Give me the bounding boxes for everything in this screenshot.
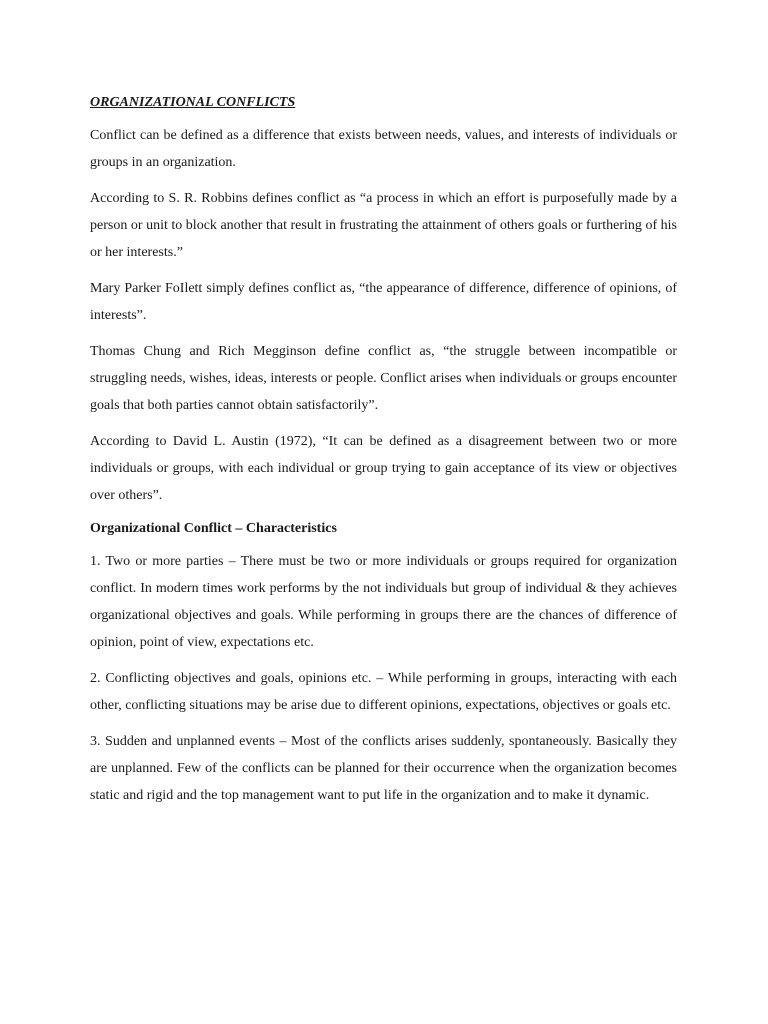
- paragraph-chung-megginson: Thomas Chung and Rich Megginson define conflict as, “the struggle between incompatible or struggling needs, wishes, ideas, interests or people. Conflict arises when individuals or groups encounter goals that both parties cannot obtain satisfactorily”.: [90, 344, 677, 413]
- section-heading: Organizational Conflict – Characteristics: [90, 521, 337, 536]
- document-title: ORGANIZATIONAL CONFLICTS: [90, 95, 296, 110]
- paragraph-follett: Mary Parker FoIlett simply defines conflict as, “the appearance of difference, difference of opinions, of interests”.: [90, 281, 677, 323]
- characteristic-item-1: 1. Two or more parties – There must be two or more individuals or groups required for organization conflict. In modern times work performs by the not individuals but group of individual & they achieves organizational objectives and goals. While performing in groups there are the chances of difference of opinion, point of view, expectations etc.: [90, 554, 677, 650]
- paragraph-definition: Conflict can be defined as a difference that exists between needs, values, and interests of individuals or groups in an organization.: [90, 128, 677, 170]
- paragraph-robbins: According to S. R. Robbins defines conflict as “a process in which an effort is purposefully made by a person or unit to block another that result in frustrating the attainment of others goals or furthering of his or her interests.”: [90, 191, 677, 260]
- characteristic-item-2: 2. Conflicting objectives and goals, opinions etc. – While performing in groups, interacting with each other, conflicting situations may be arise due to different opinions, expectations, objectives or goals etc.: [90, 671, 677, 713]
- characteristic-item-3: 3. Sudden and unplanned events – Most of the conflicts arises suddenly, spontaneously. Basically they are unplanned. Few of the conflicts can be planned for their occurrence when the organization becomes static and rigid and the top management want to put life in the organization and to make it dynamic.: [90, 734, 677, 803]
- paragraph-austin: According to David L. Austin (1972), “It can be defined as a disagreement between two or more individuals or groups, with each individual or group trying to gain acceptance of its view or objectives over others”.: [90, 434, 677, 503]
- document-page: [90, 92, 677, 818]
